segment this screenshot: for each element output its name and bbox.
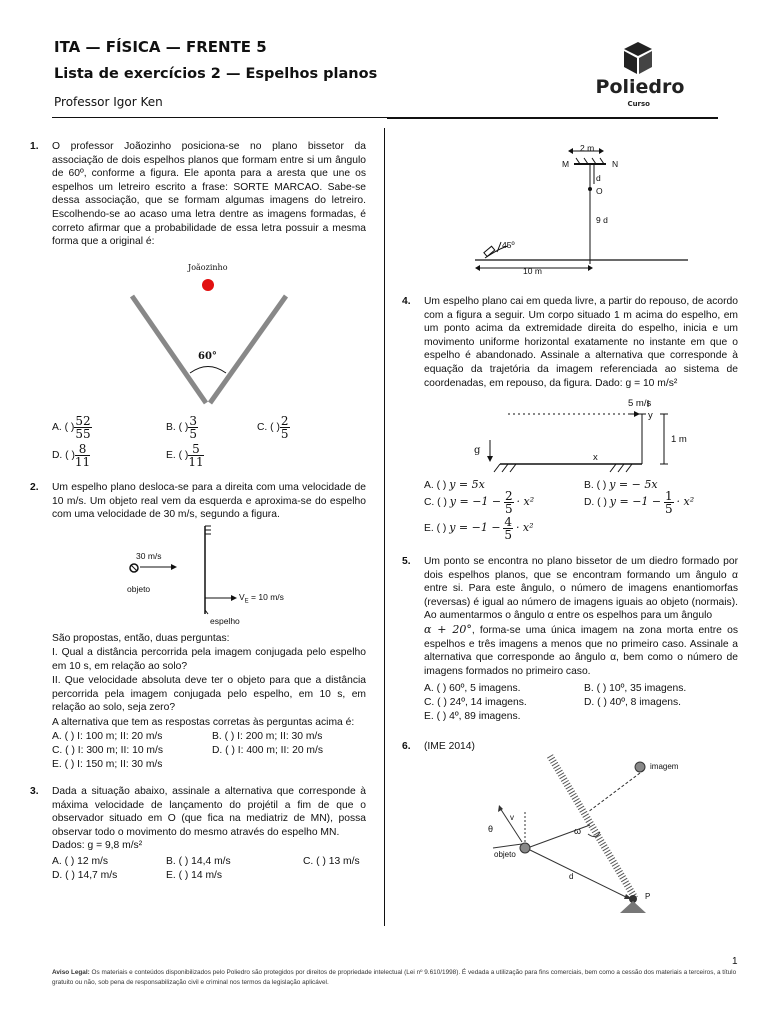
q4-option-d-den: 5 — [665, 502, 673, 516]
q4-fig-speed: 5 m/s — [628, 398, 652, 409]
q2-option-c[interactable]: C. ( ) I: 300 m; II: 10 m/s — [52, 745, 164, 756]
q4-option-b-label: B. ( ) — [584, 480, 607, 491]
q5-text1: Um ponto se encontra no plano bissetor de um diedro formado por dois espelhos planos, que se encontram formando um ângulo α entre si. Para este ângulo, o número de imagens enantiomorfas (reversas) é igual ao número de imagens iguais ao objeto (normais). Ao aumentarmos o ângulo α entre os espelhos para um ângulo — [424, 556, 738, 622]
q3-fig-d: d — [596, 173, 601, 183]
q2-option-d[interactable]: D. ( ) I: 400 m; II: 20 m/s — [212, 745, 324, 756]
header-divider-right — [387, 117, 718, 119]
q5-option-a[interactable]: A. ( ) 60º, 5 imagens. — [424, 683, 521, 694]
q2-fig-ve: V — [239, 592, 245, 602]
q5-text2: , forma-se uma única imagem na zona morta entre os espelhos e três imagens a menos que no primeiro caso. Assinale a alternativa que corresponde ao ângulo α, bem como o número de imagens formados no primeiro caso. — [424, 625, 739, 677]
professor-name: Professor Igor Ken — [54, 95, 163, 109]
q2-option-a[interactable]: A. ( ) I: 100 m; II: 20 m/s — [52, 731, 163, 742]
q2-fig-ve-sub: E — [244, 598, 249, 605]
q4-fig-g: g — [474, 445, 481, 456]
q1-option-e-label: E. ( ) — [166, 450, 189, 462]
q1-option-d-label: D. ( ) — [52, 450, 75, 462]
q4-option-a-eq: y = 5x — [449, 478, 485, 491]
q4-option-e-den: 5 — [504, 528, 513, 542]
q4-option-a-label: A. ( ) — [424, 480, 447, 491]
q3-option-a[interactable]: A. ( ) 12 m/s — [52, 856, 109, 867]
column-divider — [384, 128, 385, 926]
q6-fig-omega: ω — [574, 826, 582, 836]
q2-fig-object: objeto — [127, 584, 151, 594]
joaozinho-dot — [202, 279, 214, 291]
page-title: ITA — FÍSICA — FRENTE 5 — [54, 38, 267, 56]
q6-fig-d: d — [569, 872, 574, 881]
q2-prompt: A alternativa que tem as respostas corretas às perguntas acima é: — [52, 717, 355, 728]
legal-notice-title: Aviso Legal: — [52, 969, 90, 976]
q1-option-c-num: 2 — [280, 414, 289, 428]
q4-text: Um espelho plano cai em queda livre, a partir do repouso, de acordo com a figura a seguir. Um corpo situado 1 m acima do espelho, em um ponto acima da extremidade direita do espelho, inicia e um movimento uniforme horizontal exatamente no instante em que o espelho é abandonado. Assinale a alternativa que corresponde à equação da trajetória da imagem referenciada ao sistema de coordenadas, em repouso, da figura. Dado: g = 10 m/s² — [424, 296, 738, 389]
q1-option-c-label: C. ( ) — [257, 422, 280, 434]
q6-fig-p: P — [645, 892, 651, 901]
q4-option-c[interactable] — [424, 490, 534, 515]
q4-option-d-num: 1 — [665, 489, 673, 503]
q4-option-c-den: 5 — [505, 502, 513, 516]
q3-option-e[interactable]: E. ( ) 14 m/s — [166, 870, 223, 881]
q2-fig-mirror: espelho — [210, 616, 240, 626]
q3-fig-m: M — [562, 159, 570, 169]
q2-fig-speed: 30 m/s — [136, 551, 162, 561]
q2-intro: São propostas, então, duas perguntas: — [52, 633, 230, 644]
q6-fig-theta: θ — [488, 824, 494, 834]
q2-number: 2. — [30, 482, 39, 493]
q3-fig-9d: 9 d — [596, 215, 608, 225]
q4-option-c-label: C. ( ) — [424, 497, 447, 509]
q3-fig-angle: 45º — [502, 240, 515, 250]
q1-option-e-den: 11 — [188, 455, 204, 469]
q6-text: (IME 2014) — [424, 741, 475, 752]
q2-fig-velocity — [239, 592, 284, 605]
q1-option-d-den: 11 — [74, 455, 91, 469]
legal-notice-text: Os materiais e conteúdos disponibilizados pelo Poliedro são protegidos por direitos de propriedade intelectual (Lei nº 9.610/1998). É vedada a utilização para fins comerciais, bem como a cessão dos materiais a terceiros, a título gratuito ou não, sob pena de responsabilização civil e criminal nos termos da legislação aplicável. — [52, 969, 737, 986]
legal-notice — [52, 968, 742, 987]
q3-fig-n: N — [612, 159, 619, 169]
q4-option-b-eq: y = − 5x — [609, 478, 658, 491]
q5-option-b[interactable]: B. ( ) 10º, 35 imagens. — [584, 683, 687, 694]
q6-fig-image: imagem — [650, 762, 679, 771]
q3-option-b[interactable]: B. ( ) 14,4 m/s — [166, 856, 231, 867]
q4-option-e[interactable] — [424, 516, 534, 541]
q4-option-d-pre: y = −1 − — [609, 495, 662, 509]
q1-option-d[interactable] — [52, 443, 90, 468]
q1-option-b[interactable] — [166, 415, 198, 440]
q3-number: 3. — [30, 786, 39, 797]
q6-fig-object: objeto — [494, 850, 516, 859]
q1-option-e-num: 5 — [188, 443, 203, 456]
q2-fig-ve-val: = 10 m/s — [248, 592, 284, 602]
q4-option-d-label: D. ( ) — [584, 497, 607, 509]
q2-option-b[interactable]: B. ( ) I: 200 m; II: 30 m/s — [212, 731, 323, 742]
q1-option-a[interactable] — [52, 415, 92, 440]
page-subtitle: Lista de exercícios 2 — Espelhos planos — [54, 66, 378, 82]
q5-number: 5. — [402, 556, 411, 567]
q5-expr: α + 20° — [424, 623, 472, 636]
q3-option-c[interactable]: C. ( ) 13 m/s — [303, 856, 360, 867]
q1-option-b-label: B. ( ) — [166, 422, 189, 434]
q1-option-c-den: 5 — [280, 427, 289, 441]
q1-option-b-num: 3 — [189, 414, 197, 428]
q5-option-c[interactable]: C. ( ) 24º, 14 imagens. — [424, 697, 527, 708]
q4-option-c-post: · x² — [516, 495, 535, 509]
q2-question-ii: II. Que velocidade absoluta deve ter o objeto para que a distância percorrida pela imagem conjugada pelo espelho, em 10 s, em relação ao solo, seja zero? — [52, 675, 366, 714]
q3-text: Dada a situação abaixo, assinale a alternativa que corresponde à máxima velocidade de lançamento do projétil a fim de que o observador situado em O (que fica na mediatriz de MN), possa observar todo o movimento do mesmo através do espelho MN. — [52, 786, 366, 838]
q1-number: 1. — [30, 141, 39, 152]
q4-option-d-post: · x² — [676, 495, 695, 509]
q1-option-c[interactable] — [257, 415, 290, 440]
q1-angle-label: 60° — [198, 351, 217, 362]
q4-option-e-post: · x² — [515, 521, 534, 535]
q2-figure — [125, 526, 295, 626]
q2-text: Um espelho plano desloca-se para a direita com uma velocidade de 10 m/s. Um objeto real vem da esquerda e aproxima-se do espelho com uma velocidade de 30 m/s, segundo a figura. — [52, 482, 366, 521]
q4-option-c-pre: y = −1 − — [449, 495, 502, 509]
q4-fig-y: y — [648, 410, 653, 421]
q4-figure — [470, 400, 700, 476]
q5-option-e[interactable]: E. ( ) 4º, 89 imagens. — [424, 711, 521, 722]
q4-option-e-label: E. ( ) — [424, 523, 447, 535]
q6-number: 6. — [402, 741, 411, 752]
q1-option-d-num: 8 — [75, 443, 90, 456]
q3-data: Dados: g = 9,8 m/s² — [52, 840, 143, 851]
q3-figure — [470, 140, 695, 280]
q3-fig-10m: 10 m — [523, 266, 542, 276]
q5-option-d[interactable]: D. ( ) 40º, 8 imagens. — [584, 697, 682, 708]
q2-option-e[interactable]: E. ( ) I: 150 m; II: 30 m/s — [52, 759, 163, 770]
q4-fig-height: 1 m — [671, 434, 687, 445]
logo-name: Poliedro — [595, 76, 685, 98]
q3-fig-o: O — [596, 186, 603, 196]
page-number: 1 — [732, 956, 738, 967]
header-divider — [52, 117, 387, 118]
q1-text: O professor Joãozinho posiciona-se no plano bissetor da associação de dois espelhos planos que formam entre si um ângulo de 60º, conforme a figura. Ele aponta para a aresta que une os espelhos um letreiro escrito a frase: SORTE MARCAO. Sabe-se dessa associação, que se formam algumas imagens do letreiro. Escolhendo-se ao acaso uma letra dentre as imagens formadas, é correto afirmar que a probabilidade de essa letra possuir a mesma forma que a original é: — [52, 141, 366, 248]
q1-option-a-den: 55 — [75, 427, 91, 441]
q4-option-e-pre: y = −1 − — [449, 521, 501, 535]
q1-option-b-den: 5 — [189, 427, 197, 441]
q4-fig-x: x — [593, 452, 598, 463]
q3-option-d[interactable]: D. ( ) 14,7 m/s — [52, 870, 118, 881]
q5-text2-block — [424, 623, 738, 678]
q3-fig-mn-length: 2 m — [580, 143, 595, 153]
q1-option-a-label: A. ( ) — [52, 422, 75, 434]
q4-option-e-num: 4 — [504, 515, 513, 529]
logo-sub: Curso — [627, 100, 650, 108]
q6-fig-v: v — [510, 813, 514, 822]
q2-question-i: I. Qual a distância percorrida pela imagem conjugada pelo espelho em 10 s, em relação ao solo? — [52, 647, 366, 672]
q1-option-a-num: 52 — [75, 414, 91, 428]
q4-option-d[interactable] — [584, 490, 694, 515]
q4-option-c-num: 2 — [505, 489, 513, 503]
q1-mirrors-figure — [120, 278, 300, 418]
q4-number: 4. — [402, 296, 411, 307]
q6-figure — [470, 752, 700, 917]
q1-option-e[interactable] — [166, 443, 204, 468]
q1-fig-label: Joãozinho — [188, 263, 228, 272]
